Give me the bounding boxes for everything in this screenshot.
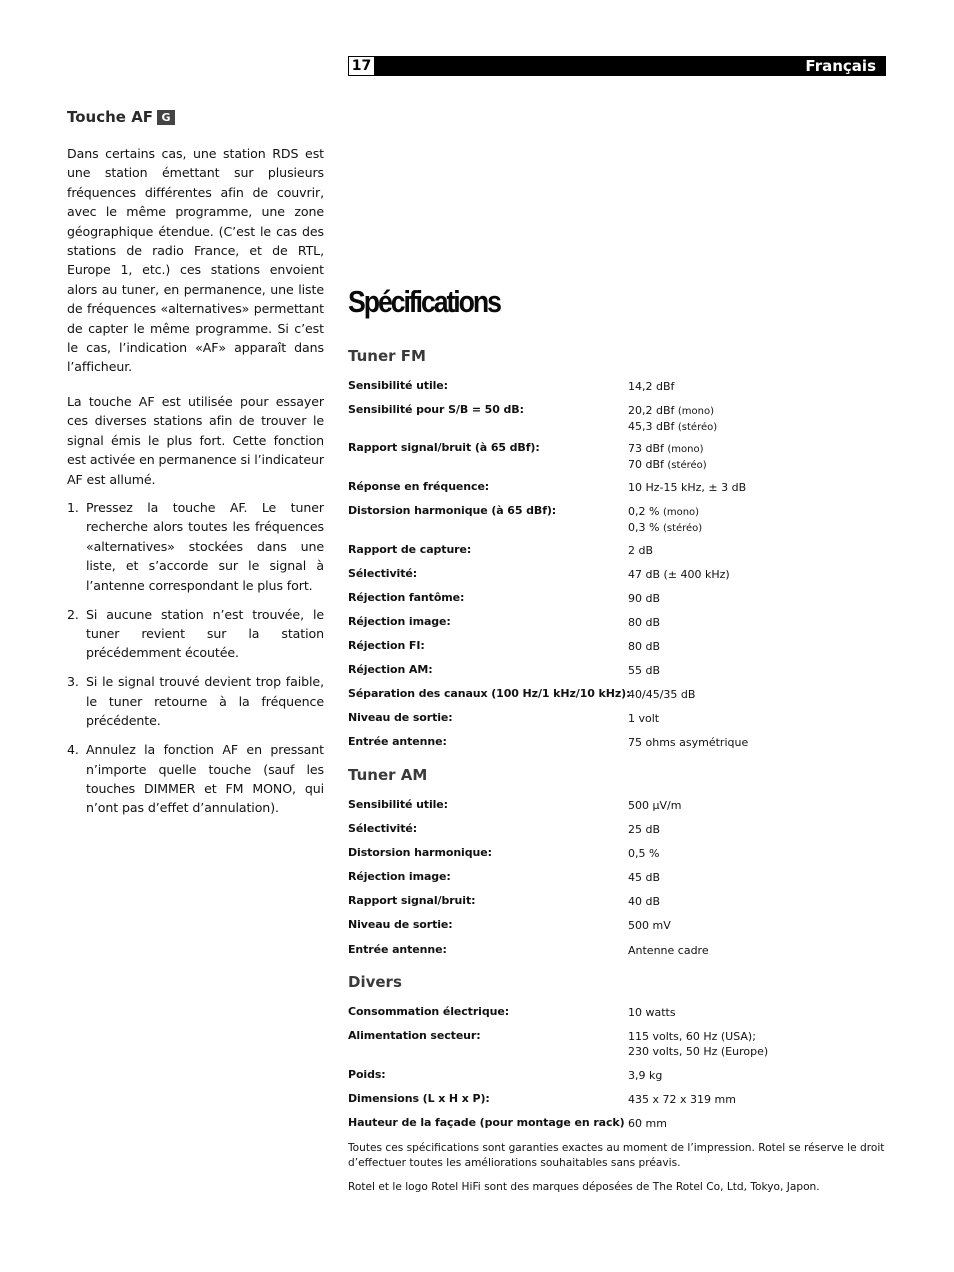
spec-value [628,403,717,435]
spec-value-note: (mono) [667,444,704,455]
spec-value-line [628,615,660,630]
section-heading-tuner-fm: Tuner FM [348,347,426,365]
spec-label: Séparation des canaux (100 Hz/1 kHz/10 kHz): [348,687,631,700]
step-text: Si le signal trouvé devient trop faible, le tuner retourne à la fréquence précédente. [86,674,324,729]
spec-value-line [628,1005,676,1020]
spec-value-line [628,1116,667,1131]
spec-label: Sensibilité utile: [348,379,448,392]
spec-value-text: 45,3 dBf [628,420,675,433]
spec-value-line [628,943,709,958]
spec-value [628,870,660,885]
spec-value [628,1005,676,1020]
af-paragraph-1: Dans certains cas, une station RDS est une station émettant sur plusieurs fréquences différentes afin de couvrir, avec le même programme, une zone géographique étendue. (C’est le cas des stations de radio France, et de RTL, Europe 1, etc.) ces stations envoient alors au tuner, en permanence, une liste de fréquences «alternatives» permettant de capter le même programme. Si c’est le cas, l’indication «AF» apparaît dans l’afficheur. [67,146,324,375]
spec-label: Dimensions (L x H x P): [348,1092,490,1105]
spec-label: Sélectivité: [348,822,418,835]
spec-value-note: (mono) [677,406,715,417]
spec-label: Niveau de sortie: [348,918,453,931]
spec-value-line [628,711,659,726]
spec-label: Rapport signal/bruit (à 65 dBf): [348,441,540,454]
spec-value-line [628,379,674,394]
spec-label: Rapport de capture: [348,543,472,556]
spec-value [628,1116,667,1131]
spec-value [628,1029,768,1059]
spec-value-line [628,846,659,861]
spec-value [628,543,653,558]
spec-value-text: 1 volt [628,712,660,725]
section-heading-divers: Divers [348,973,402,991]
list-item [67,605,324,663]
spec-value-text: 2 dB [628,544,654,557]
spec-value-text: 20,2 dBf [628,404,675,417]
spec-label: Réponse en fréquence: [348,480,490,493]
spec-label: Niveau de sortie: [348,711,453,724]
spec-value [628,567,730,582]
spec-value-line [628,1044,768,1059]
spec-value [628,639,660,654]
spec-value-line [628,735,748,750]
spec-value-text: 80 dB [628,640,661,653]
step-text: Annulez la fonction AF en pressant n’importe quelle touche (sauf les touches DIMMER et FM MONO, qui n’ont pas d’effet d’annulation). [86,742,324,816]
spec-label: Alimentation secteur: [348,1029,481,1042]
spec-value-text: 3,9 kg [628,1069,663,1082]
spec-value-text: 10 Hz-15 kHz, ± 3 dB [628,481,747,494]
spec-label: Réjection AM: [348,663,433,676]
spec-value-line [628,457,707,473]
spec-label: Sensibilité utile: [348,798,448,811]
spec-value [628,798,681,813]
spec-value-line [628,543,653,558]
spec-value-text: 47 dB (± 400 kHz) [628,568,730,581]
spec-value [628,687,695,702]
list-item [67,498,324,595]
spec-value-note: (stéréo) [677,422,718,433]
spec-value-line [628,441,707,457]
spec-label: Distorsion harmonique (à 65 dBf): [348,504,557,517]
step-number: 1. [67,499,79,515]
spec-value [628,591,660,606]
spec-value-line [628,419,717,435]
spec-label: Sélectivité: [348,567,418,580]
spec-value-text: 10 watts [628,1006,676,1019]
spec-value-text: 115 volts, 60 Hz (USA); [628,1030,756,1043]
af-section-title [67,106,324,128]
spec-label: Réjection FI: [348,639,425,652]
spec-value [628,846,659,861]
spec-value-text: 75 ohms asymétrique [628,736,749,749]
spec-value [628,663,660,678]
spec-value-text: 40 dB [628,895,661,908]
spec-value-line [628,1092,736,1107]
spec-value-line [628,918,671,933]
spec-value-note: (stéréo) [667,460,707,471]
spec-label: Entrée antenne: [348,735,447,748]
page-title: Spécifications [348,284,500,319]
spec-value-text: 0,2 % [628,505,660,518]
spec-value-line [628,894,660,909]
spec-value-line [628,591,660,606]
spec-value [628,943,709,958]
spec-value [628,615,660,630]
spec-value-line [628,663,660,678]
spec-value-line [628,798,681,813]
step-number: 3. [67,674,79,690]
spec-value [628,1092,736,1107]
spec-value-line [628,567,730,582]
spec-value-line [628,504,702,520]
spec-value [628,379,674,394]
spec-value-line [628,870,660,885]
g-badge: G [157,110,175,125]
spec-value-line [628,1029,768,1044]
spec-value-line [628,1068,662,1083]
spec-label: Réjection image: [348,870,451,883]
spec-value-note: (stéréo) [662,523,703,534]
spec-label: Rapport signal/bruit: [348,894,476,907]
step-number: 2. [67,606,79,622]
spec-value-text: 0,3 % [628,521,660,534]
spec-value-text: 55 dB [628,664,661,677]
spec-value-line [628,822,660,837]
spec-value [628,918,671,933]
spec-value-note: (mono) [662,507,700,518]
spec-label: Réjection fantôme: [348,591,465,604]
af-title-text: Touche AF [67,108,154,126]
spec-value-text: 435 x 72 x 319 mm [628,1093,736,1106]
step-text: Si aucune station n’est trouvée, le tuner revient sur la station précédemment écoutée. [86,606,324,661]
spec-value-text: Antenne cadre [628,944,709,957]
spec-value-text: 80 dB [628,616,661,629]
spec-value [628,504,702,536]
spec-value-line [628,403,717,419]
spec-value [628,894,660,909]
af-paragraph-2: La touche AF est utilisée pour essayer ces diverses stations afin de trouver le signal émis le plus fort. Cette fonction est activée en permanence si l’indicateur AF est allumé. [67,393,325,487]
spec-label: Distorsion harmonique: [348,846,492,859]
footnote: Toutes ces spécifications sont garanties exactes au moment de l’impression. Rotel se réserve le droit d’effectuer toutes les améliorations souhaitables sans préavis. [348,1142,885,1169]
spec-value-text: 60 mm [628,1117,667,1130]
page-number: 17 [349,57,374,75]
spec-value-text: 14,2 dBf [628,380,675,393]
spec-value [628,735,748,750]
af-section [67,106,324,827]
spec-value-text: 25 dB [628,823,661,836]
spec-value [628,441,707,473]
spec-value [628,1068,662,1083]
spec-label: Entrée antenne: [348,943,447,956]
list-item [67,672,324,730]
spec-value-text: 230 volts, 50 Hz (Europe) [628,1045,769,1058]
section-heading-tuner-am: Tuner AM [348,766,428,784]
spec-value-text: 500 µV/m [628,799,682,812]
spec-value-line [628,687,695,702]
spec-value-line [628,639,660,654]
spec-value-line [628,480,746,495]
spec-value [628,480,746,495]
spec-label: Réjection image: [348,615,451,628]
spec-value-text: 0,5 % [628,847,660,860]
spec-label: Sensibilité pour S/B = 50 dB: [348,403,524,416]
spec-value-text: 90 dB [628,592,661,605]
spec-value-text: 500 mV [628,919,671,932]
step-text: Pressez la touche AF. Le tuner recherche alors toutes les fréquences «alternatives» stockées dans une liste, et s’accorde sur le signal à l’antenne correspondant le plus fort. [86,499,324,593]
spec-value [628,711,659,726]
spec-value-line [628,520,702,536]
spec-value-text: 70 dBf [628,458,664,471]
spec-value-text: 73 dBf [628,442,664,455]
list-item [67,740,324,818]
spec-value [628,822,660,837]
step-number: 4. [67,742,79,758]
language-label: Français [805,57,876,75]
page-header-bar [348,56,886,76]
af-steps-list [67,498,324,818]
spec-label: Consommation électrique: [348,1005,509,1018]
spec-value-text: 45 dB [628,871,661,884]
spec-label: Poids: [348,1068,386,1081]
footnote: Rotel et le logo Rotel HiFi sont des marques déposées de The Rotel Co, Ltd, Tokyo, Japon. [348,1181,820,1193]
spec-value-text: 40/45/35 dB [628,688,696,701]
spec-label: Hauteur de la façade (pour montage en rack) [348,1116,625,1129]
